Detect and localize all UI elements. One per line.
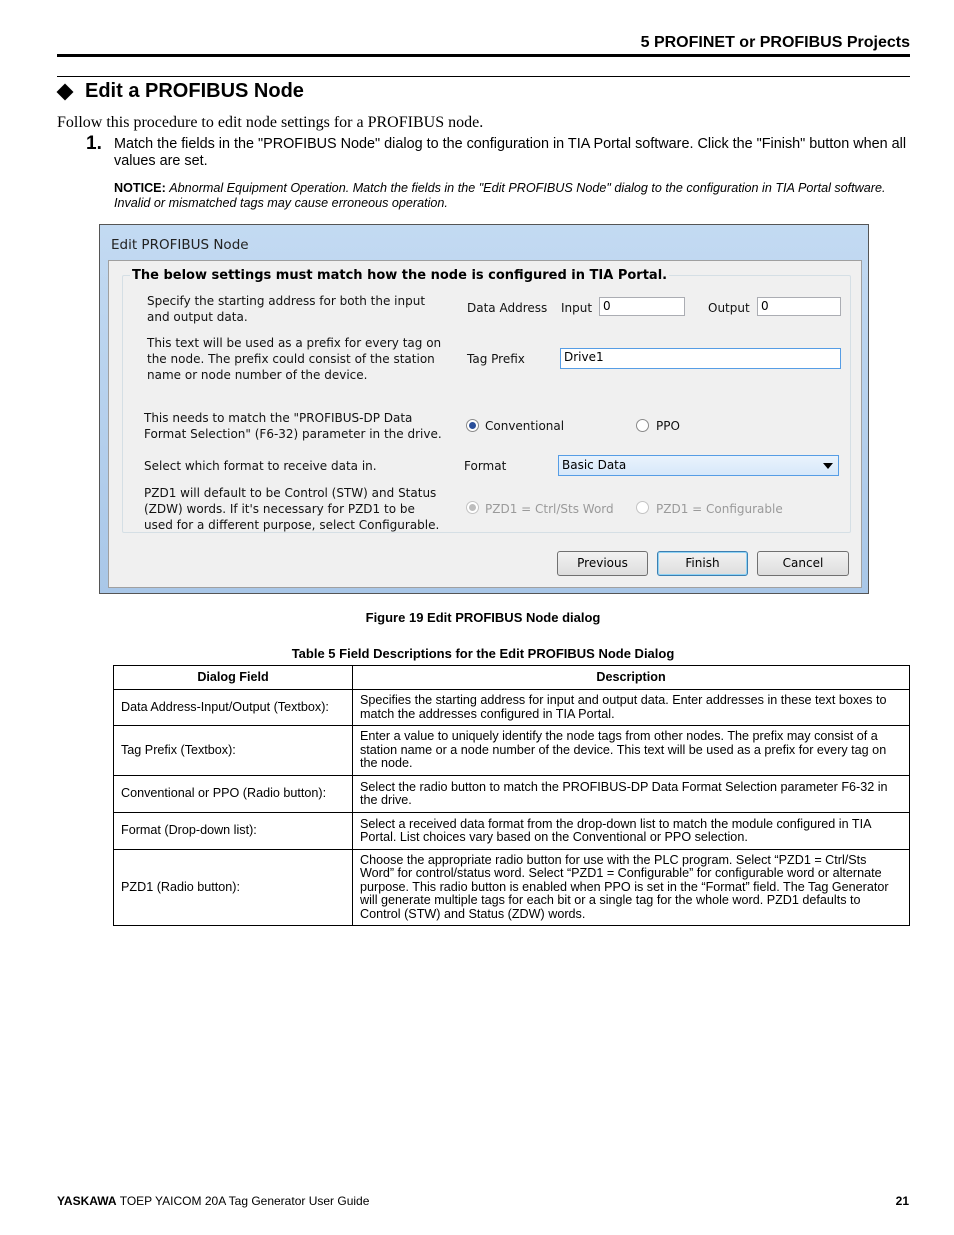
dialog-client-area xyxy=(108,260,862,588)
pzd-ctrl-sts-label[interactable]: PZD1 = Ctrl/Sts Word xyxy=(485,502,614,516)
address-help-text: Specify the starting address for both the input and output data. xyxy=(147,294,426,324)
format-help-text: Select which format to receive data in. xyxy=(144,459,377,473)
ppo-label[interactable]: PPO xyxy=(656,419,680,433)
table-row xyxy=(114,690,910,726)
footer-doc-title xyxy=(57,1194,369,1208)
conventional-radio[interactable] xyxy=(466,419,479,432)
table-caption: Table 5 Field Descriptions for the Edit PROFIBUS Node Dialog xyxy=(291,646,675,661)
table-row xyxy=(114,726,910,776)
notice-label: NOTICE: xyxy=(114,181,166,195)
finish-button[interactable]: Finish xyxy=(657,551,748,576)
ppo-radio[interactable] xyxy=(636,419,649,432)
table-cell-field: Conventional or PPO (Radio button): xyxy=(114,776,353,813)
diamond-bullet-icon xyxy=(57,83,74,100)
step-number: 1. xyxy=(86,133,102,154)
table-cell-description: Select the radio button to match the PROFIBUS-DP Data Format Selection parameter F6-32 in the drive. xyxy=(353,776,910,813)
dialog-title: Edit PROFIBUS Node xyxy=(111,237,249,253)
table-cell-description: Choose the appropriate radio button for use with the PLC program. Select “PZD1 = Ctrl/Sts Word” for control/status word. Select “PZD1 = Configurable” for configurable word or alternate purpose. This radio button is enabled when PPO is set in the “Format” field. The Tag Generator will generate multiple tags for each bit or a single tag for the whole word. PZD1 defaults to Control (STW) and Status (ZDW) words. xyxy=(353,850,910,926)
output-label: Output xyxy=(708,301,750,315)
table-cell-description: Enter a value to uniquely identify the node tags from other nodes. The prefix may consist of a station name or a node number of the device. This text will be used as a prefix for every tag on the node. xyxy=(353,726,910,776)
notice xyxy=(114,181,914,210)
table-cell-field: PZD1 (Radio button): xyxy=(114,850,353,926)
pzd-help-text: PZD1 will default to be Control (STW) and Status (ZDW) words. If it's necessary for PZD1 to be used for a different purpose, select Configurable. xyxy=(144,486,440,532)
footer-title: TOEP YAICOM 20A Tag Generator User Guide xyxy=(119,1194,370,1208)
footer-brand: YASKAWA xyxy=(57,1194,117,1208)
pzd-configurable-label[interactable]: PZD1 = Configurable xyxy=(656,502,783,516)
tag-prefix-field[interactable]: Drive1 xyxy=(560,348,841,369)
page-header: 5 PROFINET or PROFIBUS Projects xyxy=(640,34,910,51)
table-cell-field: Format (Drop-down list): xyxy=(114,813,353,850)
format-dropdown[interactable] xyxy=(558,455,839,476)
table-header-row xyxy=(114,666,910,690)
format-dropdown-value: Basic Data xyxy=(562,458,627,472)
notice-text: Abnormal Equipment Operation. Match the fields in the "Edit PROFIBUS Node" dialog to the configuration in TIA Portal software. Invalid or mismatched tags may cause erroneous operation. xyxy=(114,181,886,210)
pzd-configurable-radio[interactable] xyxy=(636,501,649,514)
conventional-label[interactable]: Conventional xyxy=(485,419,565,433)
prefix-help-text: This text will be used as a prefix for every tag on the node. The prefix could consist of the station name or node number of the device. xyxy=(147,336,442,382)
previous-button[interactable]: Previous xyxy=(557,551,648,576)
step-text: Match the fields in the "PROFIBUS Node" dialog to the configuration in TIA Portal software. Click the "Finish" button when all values are set. xyxy=(114,136,907,169)
table-header-field: Dialog Field xyxy=(114,666,353,690)
page-number: 21 xyxy=(895,1194,909,1208)
intro-text: Follow this procedure to edit node settings for a PROFIBUS node. xyxy=(57,114,484,131)
section-title: Edit a PROFIBUS Node xyxy=(85,80,304,102)
figure-caption: Figure 19 Edit PROFIBUS Node dialog xyxy=(365,610,601,625)
section-rule xyxy=(57,76,910,77)
table-row xyxy=(114,813,910,850)
settings-group xyxy=(122,268,851,533)
section-heading xyxy=(55,80,304,103)
pzd-ctrl-sts-radio[interactable] xyxy=(466,501,479,514)
input-label: Input xyxy=(561,301,593,315)
format-label: Format xyxy=(464,459,507,473)
field-descriptions-table xyxy=(113,665,910,926)
output-address-field[interactable]: 0 xyxy=(757,297,841,316)
data-address-label: Data Address xyxy=(467,301,548,315)
edit-profibus-node-dialog xyxy=(99,224,869,594)
table-cell-field: Data Address-Input/Output (Textbox): xyxy=(114,690,353,726)
cancel-button[interactable]: Cancel xyxy=(757,551,849,576)
format-selection-help-text: This needs to match the "PROFIBUS-DP Data Format Selection" (F6-32) parameter in the drive. xyxy=(144,411,442,441)
tag-prefix-label: Tag Prefix xyxy=(467,352,525,366)
header-rule xyxy=(57,54,910,57)
table-cell-description: Specifies the starting address for input and output data. Enter addresses in these text boxes to match the addresses configured in TIA Portal. xyxy=(353,690,910,726)
chevron-down-icon xyxy=(823,463,833,469)
table-row xyxy=(114,776,910,813)
table-header-description: Description xyxy=(353,666,910,690)
table-cell-description: Select a received data format from the drop-down list to match the module configured in TIA Portal. List choices vary based on the Conventional or PPO selection. xyxy=(353,813,910,850)
group-title: The below settings must match how the node is configured in TIA Portal. xyxy=(132,268,668,283)
table-row xyxy=(114,850,910,926)
input-address-field[interactable]: 0 xyxy=(599,297,685,316)
table-cell-field: Tag Prefix (Textbox): xyxy=(114,726,353,776)
